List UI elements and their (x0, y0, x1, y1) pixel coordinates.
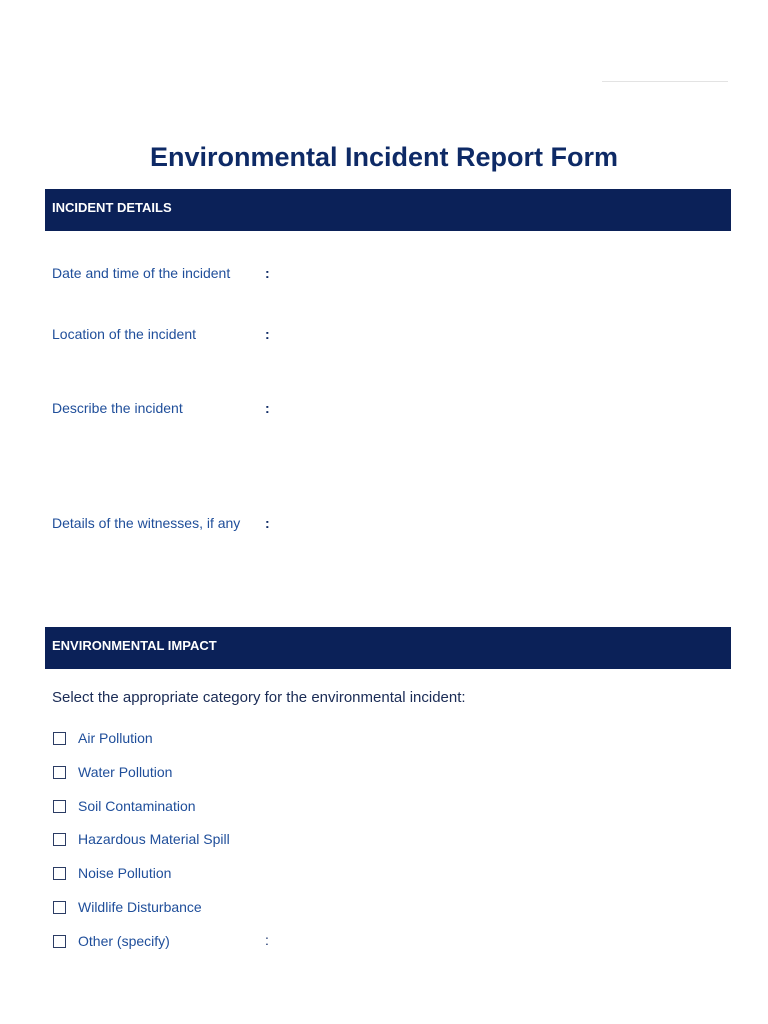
checkbox-icon[interactable] (53, 732, 66, 745)
option-label: Wildlife Disturbance (78, 899, 202, 915)
page-title: Environmental Incident Report Form (149, 142, 619, 172)
describe-label: Describe the incident (52, 400, 183, 416)
location-label: Location of the incident (52, 326, 196, 342)
option-label: Other (specify) (78, 933, 170, 949)
option-label: Hazardous Material Spill (78, 831, 230, 847)
checkbox-icon[interactable] (53, 833, 66, 846)
option-wildlife-disturbance[interactable] (53, 898, 202, 916)
incident-details-header: INCIDENT DETAILS (45, 189, 731, 231)
witnesses-label: Details of the witnesses, if any (52, 515, 241, 531)
category-instruction: Select the appropriate category for the environmental incident: (52, 689, 466, 706)
checkbox-icon[interactable] (53, 800, 66, 813)
date-time-label: Date and time of the incident (52, 265, 231, 281)
option-label: Water Pollution (78, 764, 173, 780)
option-water-pollution[interactable] (53, 763, 172, 781)
option-label: Noise Pollution (78, 865, 172, 881)
checkbox-icon[interactable] (53, 935, 66, 948)
option-hazardous-spill[interactable] (53, 830, 230, 848)
option-noise-pollution[interactable] (53, 864, 171, 882)
option-soil-contamination[interactable] (53, 797, 196, 815)
location-field[interactable]: : (265, 326, 270, 342)
option-label: Soil Contamination (78, 798, 196, 814)
header-rule (602, 81, 728, 82)
checkbox-icon[interactable] (53, 901, 66, 914)
checkbox-icon[interactable] (53, 867, 66, 880)
other-specify-field[interactable]: : (265, 932, 269, 948)
option-other[interactable] (53, 932, 170, 950)
checkbox-icon[interactable] (53, 766, 66, 779)
describe-field[interactable]: : (265, 400, 270, 416)
option-air-pollution[interactable] (53, 729, 153, 747)
date-time-field[interactable]: : (265, 265, 270, 281)
environmental-impact-header: ENVIRONMENTAL IMPACT (45, 627, 731, 669)
option-label: Air Pollution (78, 730, 153, 746)
witnesses-field[interactable]: : (265, 515, 270, 531)
